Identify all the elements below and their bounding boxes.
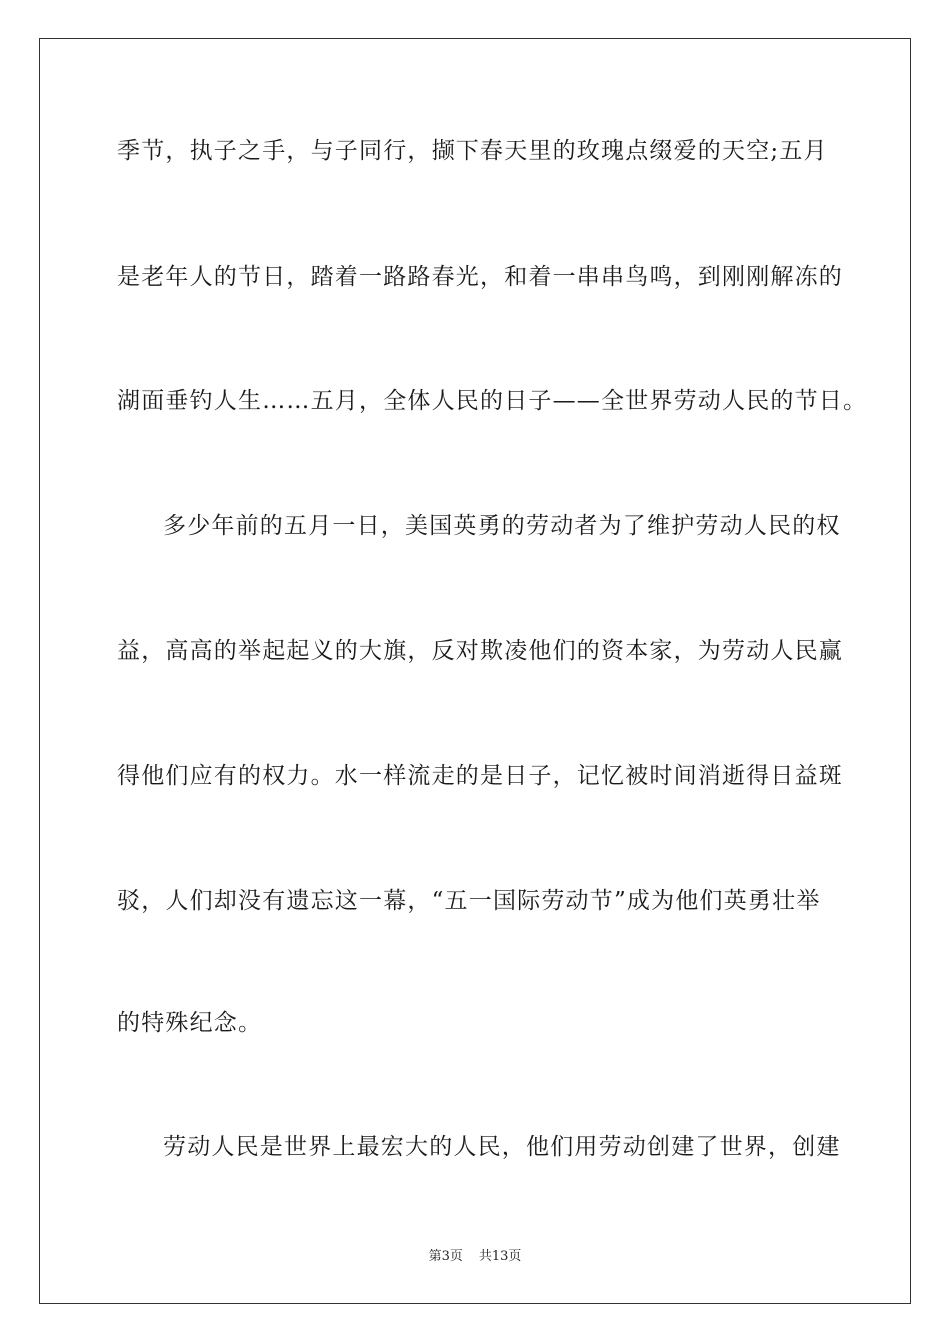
page-number: 第3页 (428, 1249, 463, 1264)
text-line: 的特殊纪念。 (117, 1010, 263, 1036)
text-line: 是老年人的节日，踏着一路路春光，和着一串串鸟鸣，到刚刚解冻的 (117, 264, 843, 290)
page-border (39, 38, 911, 1304)
paragraph-start-line: 劳动人民是世界上最宏大的人民，他们用劳动创建了世界，创建 (163, 1134, 841, 1160)
text-line: 驳，人们却没有遗忘这一幕，“五一国际劳动节”成为他们英勇壮举 (117, 888, 821, 914)
text-line: 湖面垂钓人生……五月，全体人民的日子——全世界劳动人民的节日。 (117, 388, 868, 414)
page-footer (0, 1245, 950, 1264)
total-pages: 共13页 (478, 1249, 522, 1264)
text-line: 季节，执子之手，与子同行，撷下春天里的玫瑰点缀爱的天空;五月 (117, 138, 828, 164)
text-line: 得他们应有的权力。水一样流走的是日子，记忆被时间消逝得日益斑 (117, 763, 843, 789)
paragraph-start-line: 多少年前的五月一日，美国英勇的劳动者为了维护劳动人民的权 (163, 513, 841, 539)
text-line: 益，高高的举起起义的大旗，反对欺凌他们的资本家，为劳动人民赢 (117, 638, 843, 664)
